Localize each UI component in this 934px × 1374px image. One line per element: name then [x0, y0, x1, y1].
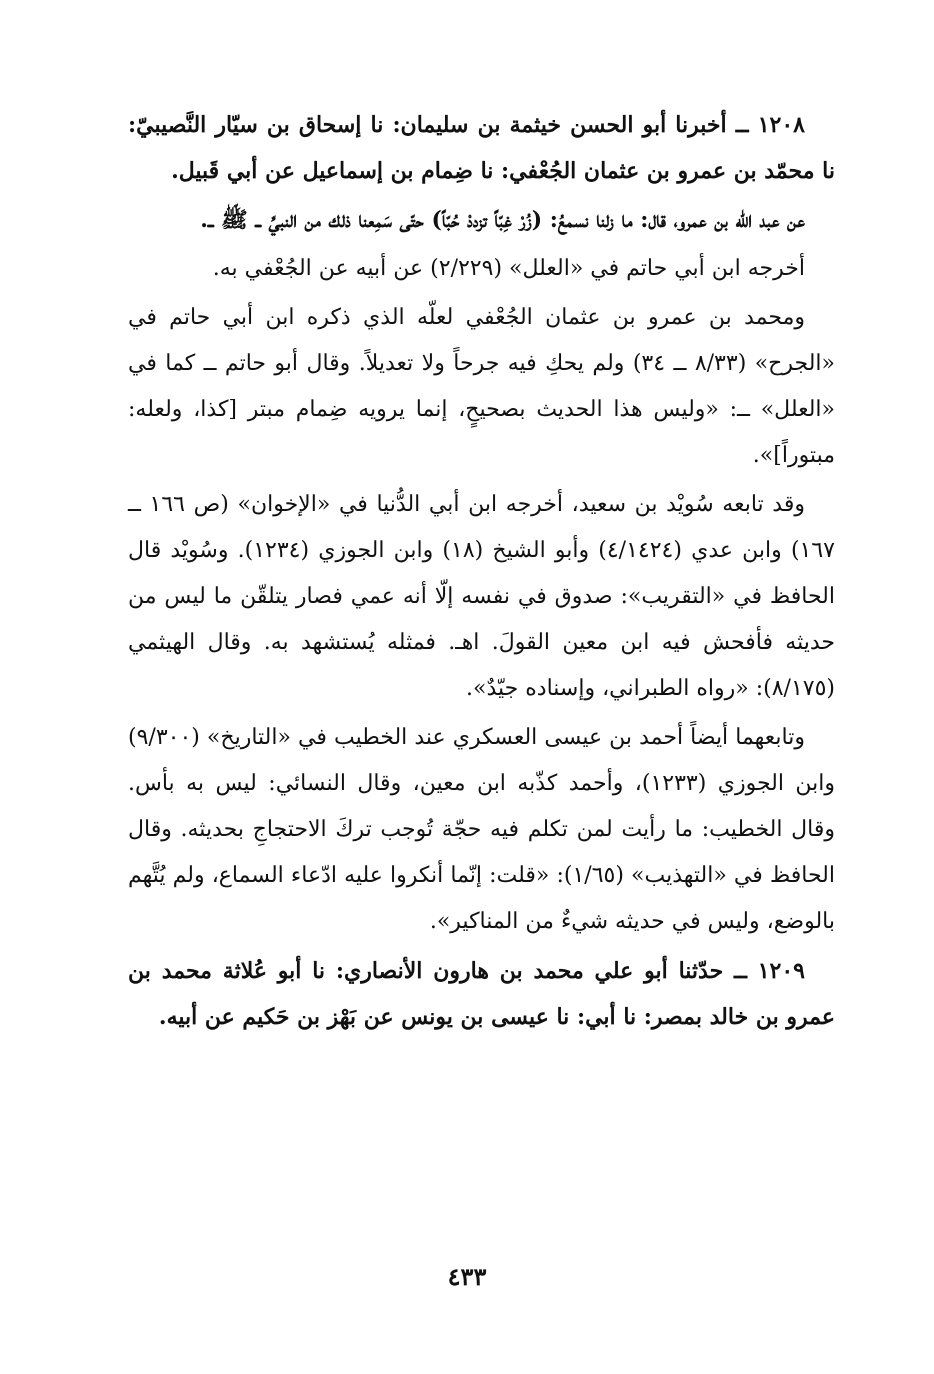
hadith-1208-matn: عن عبد الله بن عمرو، قال: ما زلنا نسمعُ: (زُرْ غِبّاً تزددْ حُبّاً) حتّى سَمِعنا ذلك من النبيِّ ــ ﷺ ــ. — [200, 207, 805, 233]
commentary-paragraph-3: وقد تابعه سُويْد بن سعيد، أخرجه ابن أبي الدُّنيا في «الإخوان» (ص ١٦٦ ــ ١٦٧) وابن عدي (٤/١٤٢٤) وأبو الشيخ (١٨) وابن الجوزي (١٢٣٤). وسُويْد قال الحافظ في «التقريب»: صدوق في نفسه إلّا أنه عمي فصار يتلقّن ما ليس من حديثه فأفحش فيه ابن معين القولَ. اهـ. فمثله يُستشهد به. وقال الهيثمي (٨/١٧٥): «رواه الطبراني، وإسناده جيّدٌ». — [128, 492, 835, 701]
page-body — [128, 102, 835, 1043]
commentary-paragraph-1: أخرجه ابن أبي حاتم في «العلل» (٢/٢٢٩) عن أبيه عن الجُعْفي به. — [212, 256, 805, 281]
commentary-paragraph-4: وتابعهما أيضاً أحمد بن عيسى العسكري عند الخطيب في «التاريخ» (٩/٣٠٠) وابن الجوزي (١٢٣٣)، وأحمد كذّبه ابن معين، وقال النسائي: ليس به بأس. وقال الخطيب: ما رأيت لمن تكلم فيه حجّة تُوجب تركَ الاحتجاجِ بحديثه. وقال الحافظ في «التهذيب» (١/٦٥): «قلت: إنّما أنكروا عليه ادّعاء السماع، ولم يُتَّهم بالوضع، وليس في حديثه شيءٌ من المناكير». — [128, 725, 835, 934]
page-number: ٤٣٣ — [447, 1262, 487, 1291]
hadith-1209-isnad: ١٢٠٩ ــ حدّثنا أبو علي محمد بن هارون الأنصاري: نا أبو عُلاثة محمد بن عمرو بن خالد بمصر: نا أبي: نا عيسى بن يونس عن بَهْز بن حَكيم عن أبيه. — [128, 958, 835, 1030]
hadith-1208-isnad: ١٢٠٨ ــ أخبرنا أبو الحسن خيثمة بن سليمان: نا إسحاق بن سيّار النَّصيبيّ: نا محمّد بن عمرو بن عثمان الجُعْفي: نا ضِمام بن إسماعيل عن أبي قَبيل. — [128, 112, 835, 184]
commentary-paragraph-2: ومحمد بن عمرو بن عثمان الجُعْفي لعلّه الذي ذكره ابن أبي حاتم في «الجرح» (٨/٣٣ ــ ٣٤) ولم يحكِ فيه جرحاً ولا تعديلاً. وقال أبو حاتم ــ كما في «العلل» ــ: «وليس هذا الحديث بصحيحٍ، إنما يرويه ضِمام مبتر [كذا، ولعله: مبتوراً]». — [128, 305, 835, 468]
